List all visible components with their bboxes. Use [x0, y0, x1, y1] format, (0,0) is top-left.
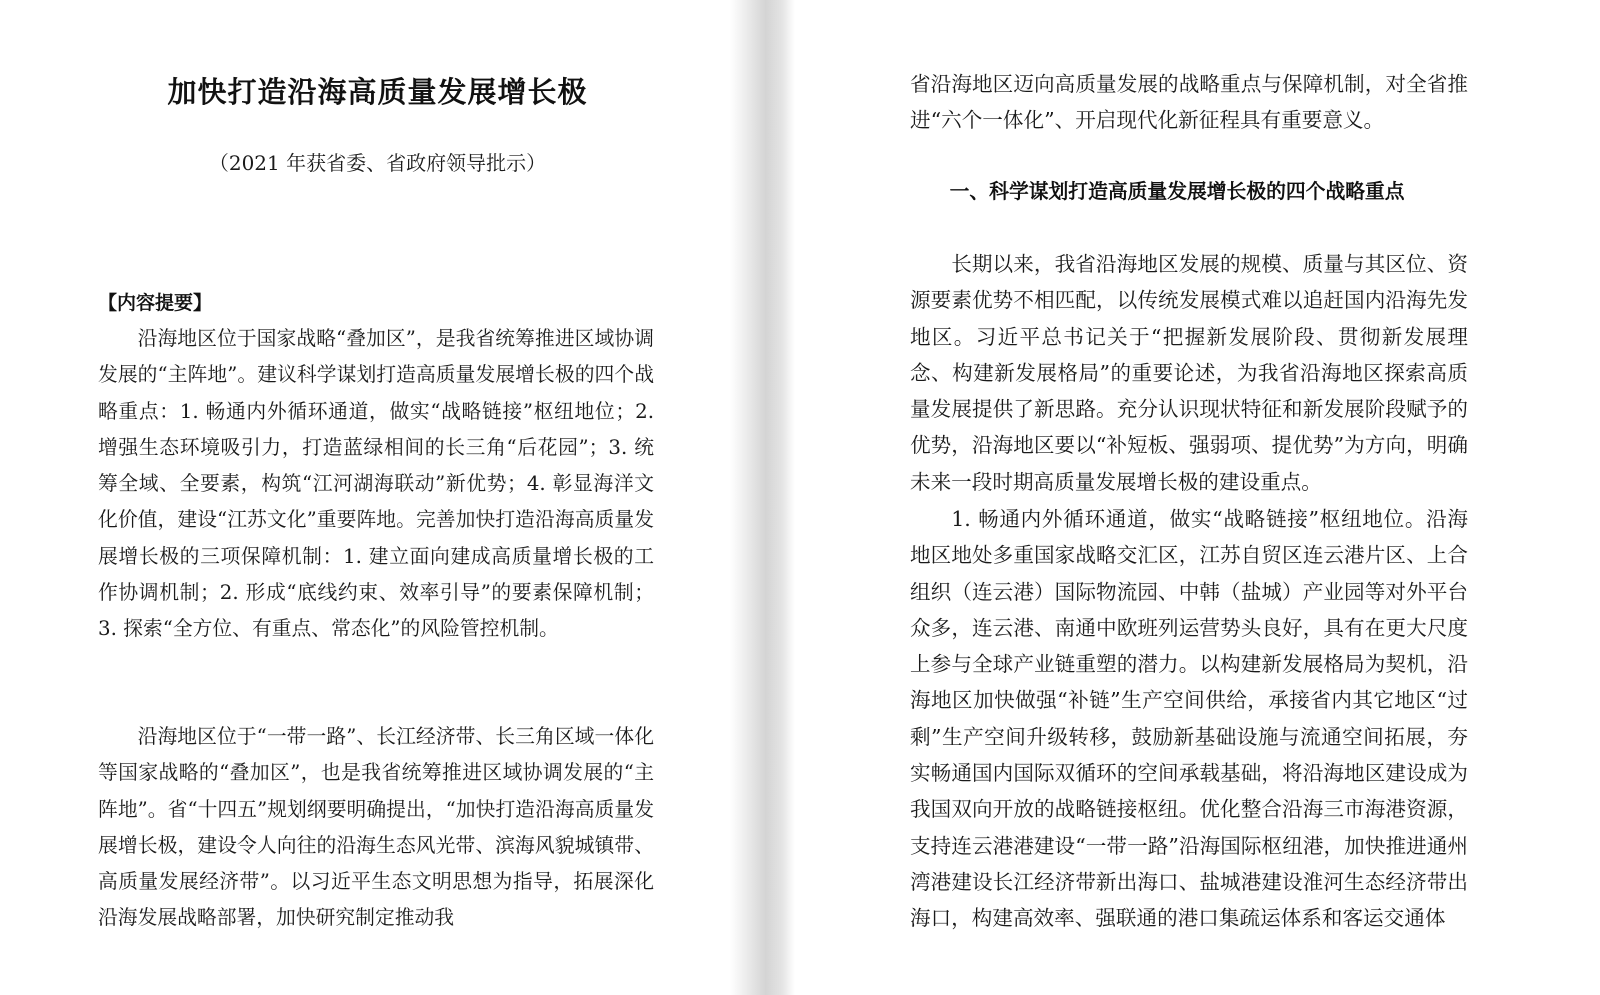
continued-paragraph: 省沿海地区迈向高质量发展的战略重点与保障机制，对全省推进“六个一体化”、开启现代化新征程具有重要意义。 — [910, 72, 1468, 133]
abstract-paragraph: 沿海地区位于国家战略“叠加区”，是我省统筹推进区域协调发展的“主阵地”。建议科学谋划打造高质量发展增长极的四个战略重点：1. 畅通内外循环通道，做实“战略链接”枢纽地位；2. 增强生态环境吸引力，打造蓝绿相间的长三角“后花园”；3. 统筹全域、全要素，构筑“江河湖海联动”新优势；4. 彰显海洋文化价值，建设“江苏文化”重要阵地。完善加快打造沿海高质量发展增长极的三项保障机制：1. 建立面向建成高质量增长极的工作协调机制；2. 形成“底线约束、效率引导”的要素保障机制；3. 探索“全方位、有重点、常态化”的风险管控机制。 — [98, 327, 654, 641]
section-heading: 一、科学谋划打造高质量发展增长极的四个战略重点 — [949, 179, 1405, 203]
page-gutter — [730, 0, 795, 995]
abstract-label: 【内容提要】 — [98, 292, 213, 314]
left-page — [0, 0, 730, 995]
body-paragraph-intro: 沿海地区位于“一带一路”、长江经济带、长三角区域一体化等国家战略的“叠加区”，也是我省统筹推进区域协调发展的“主阵地”。省“十四五”规划纲要明确提出，“加快打造沿海高质量发展增长极，建设令人向往的沿海生态风光带、滨海风貌城镇带、高质量发展经济带”。以习近平生态文明思想为指导，拓展深化沿海发展战略部署，加快研究制定推动我 — [98, 725, 654, 930]
document-title: 加快打造沿海高质量发展增长极 — [167, 75, 588, 109]
body-paragraph: 长期以来，我省沿海地区发展的规模、质量与其区位、资源要素优势不相匹配，以传统发展模式难以追赶国内沿海先发地区。习近平总书记关于“把握新发展阶段、贯彻新发展理念、构建新发展格局”的重要论述，为我省沿海地区探索高质量发展提供了新思路。充分认识现状特征和新发展阶段赋予的优势，沿海地区要以“补短板、强弱项、提优势”为方向，明确未来一段时期高质量发展增长极的建设重点。 — [910, 252, 1468, 494]
right-page — [795, 0, 1600, 995]
body-paragraph: 1. 畅通内外循环通道，做实“战略链接”枢纽地位。沿海地区地处多重国家战略交汇区，江苏自贸区连云港片区、上合组织（连云港）国际物流园、中韩（盐城）产业园等对外平台众多，连云港、南通中欧班列运营势头良好，具有在更大尺度上参与全球产业链重塑的潜力。以构建新发展格局为契机，沿海地区加快做强“补链”生产空间供给，承接省内其它地区“过剩”生产空间升级转移，鼓励新基础设施与流通空间拓展，夯实畅通国内国际双循环的空间承载基础，将沿海地区建设成为我国双向开放的战略链接枢纽。优化整合沿海三市海港资源，支持连云港港建设“一带一路”沿海国际枢纽港，加快推进通州湾港建设长江经济带新出海口、盐城港建设淮河生态经济带出海口，构建高效率、强联通的港口集疏运体系和客运交通体 — [910, 507, 1468, 931]
document-subtitle: （2021 年获省委、省政府领导批示） — [208, 151, 547, 175]
